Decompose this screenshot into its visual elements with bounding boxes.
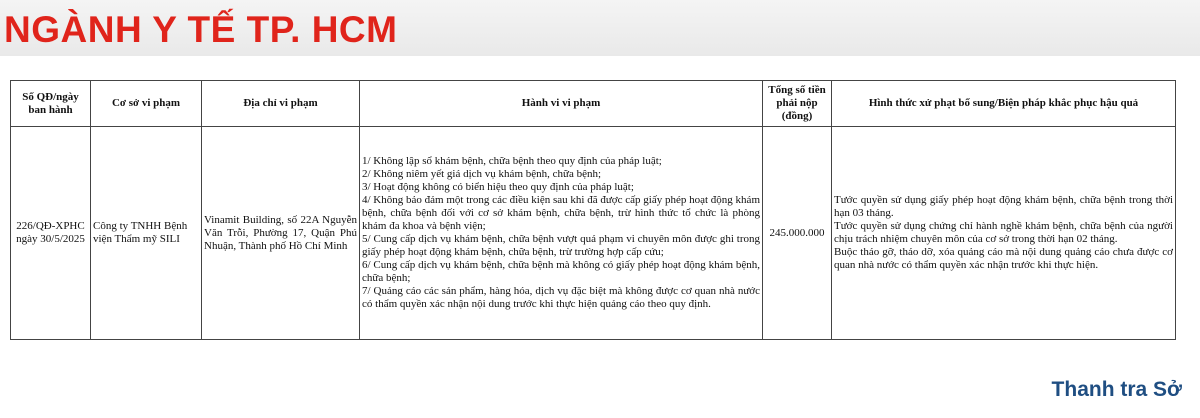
sanctions-table	[10, 80, 1176, 340]
measure-item: Tước quyền sử dụng giấy phép hoạt động khám bệnh, chữa bệnh trong thời hạn 03 tháng.	[834, 194, 1173, 219]
measure-item: Buộc tháo gỡ, tháo dỡ, xóa quảng cáo mà nội dung quảng cáo chưa được cơ quan nhà nước có thẩm quyền xác nhận trước khi thực hiện.	[834, 246, 1173, 271]
column-header-facility: Cơ sở vi phạm	[91, 81, 202, 127]
violation-item: 4/ Không bảo đảm một trong các điều kiện sau khi đã được cấp giấy phép hoạt động khám bệnh, chữa bệnh đối với cơ sở khám bệnh, chữa bệnh, trừ hình thức tổ chức là phòng khám đa khoa và bệnh viện;	[362, 194, 760, 232]
violation-item: 1/ Không lập sổ khám bệnh, chữa bệnh theo quy định của pháp luật;	[362, 155, 662, 167]
column-header-decision: Số QĐ/ngày ban hành	[11, 81, 91, 127]
fine-cell: 245.000.000	[763, 127, 832, 340]
column-header-additional: Hình thức xử phạt bổ sung/Biện pháp khắc phục hậu quả	[832, 81, 1176, 127]
additional-measures-cell	[832, 127, 1176, 340]
address-cell: Vinamit Building, số 22A Nguyễn Văn Trỗi, Phường 17, Quận Phú Nhuận, Thành phố Hồ Chí Minh	[202, 127, 360, 340]
page-header	[0, 0, 1200, 56]
column-header-address: Địa chỉ vi phạm	[202, 81, 360, 127]
footer-brand: Thanh tra Sở	[1051, 378, 1182, 401]
decision-cell: 226/QĐ-XPHC ngày 30/5/2025	[11, 127, 91, 340]
violation-item: 6/ Cung cấp dịch vụ khám bệnh, chữa bệnh mà không có giấy phép hoạt động khám bệnh, chữa bệnh;	[362, 259, 760, 284]
column-header-violations: Hành vi vi phạm	[360, 81, 763, 127]
table-row	[11, 127, 1176, 340]
violations-cell	[360, 127, 763, 340]
measure-item: Tước quyền sử dụng chứng chỉ hành nghề khám bệnh, chữa bệnh của người chịu trách nhiệm chuyên môn của cơ sở trong thời hạn 02 tháng.	[834, 220, 1173, 245]
facility-cell: Công ty TNHH Bệnh viện Thẩm mỹ SILI	[91, 127, 202, 340]
violation-item: 2/ Không niêm yết giá dịch vụ khám bệnh, chữa bệnh;	[362, 168, 602, 180]
sanctions-table-container	[10, 80, 1175, 340]
table-header-row	[11, 81, 1176, 127]
violation-item: 7/ Quảng cáo các sản phẩm, hàng hóa, dịch vụ đặc biệt mà không được cơ quan nhà nước có thẩm quyền xác nhận nội dung trước khi thực hiện quảng cáo theo quy định.	[362, 285, 760, 310]
column-header-fine: Tổng số tiền phải nộp (đồng)	[763, 81, 832, 127]
violation-item: 3/ Hoạt động không có biển hiệu theo quy định của pháp luật;	[362, 181, 634, 193]
violation-item: 5/ Cung cấp dịch vụ khám bệnh, chữa bệnh vượt quá phạm vi chuyên môn được ghi trong giấy phép hoạt động khám bệnh, chữa bệnh, trừ trường hợp cấp cứu;	[362, 233, 760, 258]
page-title: NGÀNH Y TẾ TP. HCM	[4, 9, 398, 50]
